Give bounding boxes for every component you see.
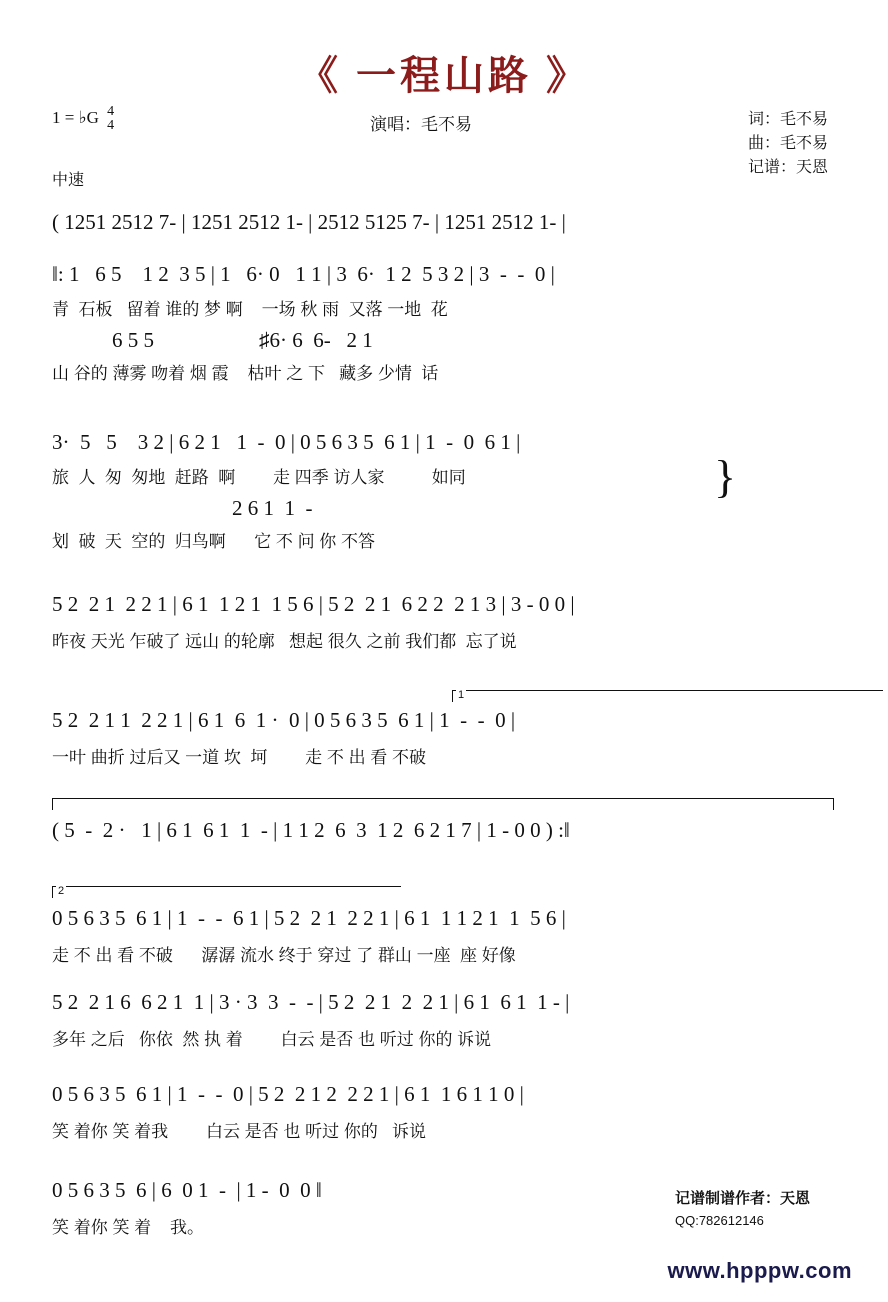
footer-credit-author: 记谱制谱作者：天恩 bbox=[674, 1190, 810, 1207]
second-ending-bracket bbox=[52, 886, 401, 898]
system-1-notes-alt: 6 5 5 ♯6· 6 6- 2 1 bbox=[112, 328, 373, 352]
system-7-lyrics: 多年 之后 你依 然 执 着 白云 是否 也 听过 你的 诉说 bbox=[52, 1030, 492, 1049]
second-ending-number: 2 bbox=[58, 885, 65, 897]
credit-transcriber: 记谱：天恩 bbox=[747, 159, 828, 176]
brace-symbol: } bbox=[714, 451, 737, 502]
credit-lyricist: 词：毛不易 bbox=[747, 111, 828, 128]
system-1-lyrics-alt: 山 谷的 薄雾 吻着 烟 霞 枯叶 之 下 藏多 少情 话 bbox=[52, 364, 439, 383]
time-signature-denominator: 4 bbox=[107, 118, 115, 133]
system-5 bbox=[52, 798, 842, 843]
system-4-lyrics: 一叶 曲折 过后又 一道 坎 坷 走 不 出 看 不破 bbox=[52, 748, 427, 767]
system-8-notes: 0 5 6 3 5 6 1 | 1 - - 0 | 5 2 2 1 2 2 2 1 | 6 1 1 6 1 1 0 | bbox=[52, 1082, 524, 1106]
system-6-lyrics: 走 不 出 看 不破 潺潺 流水 终于 穿过 了 群山 一座 座 好像 bbox=[52, 946, 516, 965]
system-8-lyrics: 笑 着你 笑 着我 白云 是否 也 听过 你的 诉说 bbox=[52, 1122, 427, 1141]
system-5-notes: ( 5 - 2 · 1 | 6 1 6 1 1 - | 1 1 2 6 3 1 2 6 2 1 7 | 1 - 0 0 ) :‖ bbox=[52, 818, 570, 842]
system-1 bbox=[52, 262, 842, 384]
key-signature-text: 1 = ♭G bbox=[52, 107, 99, 127]
system-2-lyrics: 旅 人 匆 匆地 赶路 啊 走 四季 访人家 如同 bbox=[52, 468, 466, 487]
time-signature-numerator: 4 bbox=[107, 104, 115, 119]
key-signature bbox=[52, 105, 114, 133]
site-watermark: www.hpppw.com bbox=[667, 1258, 852, 1283]
system-2 bbox=[52, 430, 842, 552]
system-4-notes: 5 2 2 1 1 2 2 1 | 6 1 6 1 · 0 | 0 5 6 3 5 6 1 | 1 - - 0 | bbox=[52, 708, 516, 732]
intro-notes: ( 1251 2512 7- | 1251 2512 1- | 2512 5125 7- | 1251 2512 1- | bbox=[52, 210, 566, 234]
time-signature bbox=[107, 105, 114, 133]
system-1-notes: ‖: 1 6 5 1 2 3 5 | 1 6· 0 1 1 | 3 6· 1 2 5 3 2 | 3 - - 0 | bbox=[52, 262, 555, 286]
system-7-notes: 5 2 2 1 6 6 2 1 1 | 3 · 3 3 - - | 5 2 2 1 2 2 1 | 6 1 6 1 1 - | bbox=[52, 990, 570, 1014]
system-3 bbox=[52, 592, 842, 652]
system-intro bbox=[52, 210, 842, 235]
performer-credit: 演唱：毛不易 bbox=[370, 115, 472, 134]
first-ending-bracket bbox=[452, 690, 883, 702]
system-2-lyrics-alt: 划 破 天 空的 归鸟啊 它 不 问 你 不答 bbox=[52, 532, 376, 551]
system-8 bbox=[52, 1082, 842, 1142]
system-3-lyrics: 昨夜 天光 乍破了 远山 的轮廓 想起 很久 之前 我们都 忘了说 bbox=[52, 632, 517, 651]
system-6-notes: 0 5 6 3 5 6 1 | 1 - - 6 1 | 5 2 2 1 2 2 1 | 6 1 1 1 2 1 1 5 6 | bbox=[52, 906, 566, 930]
system-7 bbox=[52, 990, 842, 1050]
system-6 bbox=[52, 886, 842, 966]
system-9-notes: 0 5 6 3 5 6 | 6 0 1 - | 1 - 0 0 ‖ bbox=[52, 1178, 322, 1202]
footer-credit-qq: QQ:782612146 bbox=[674, 1212, 764, 1228]
system-2-notes-alt: 2 6 1 1 - bbox=[232, 496, 313, 520]
first-ending-number: 1 bbox=[458, 689, 465, 701]
system-3-notes: 5 2 2 1 2 2 1 | 6 1 1 2 1 1 5 6 | 5 2 2 1 6 2 2 2 1 3 | 3 - 0 0 | bbox=[52, 592, 575, 616]
system-2-notes: 3· 5 5 3 2 | 6 2 1 1 - 0 | 0 5 6 3 5 6 1 | 1 - 0 6 1 | bbox=[52, 430, 521, 454]
credits-block bbox=[748, 108, 828, 180]
tempo-marking: 中速 bbox=[52, 172, 85, 189]
system-9-lyrics: 笑 着你 笑 着 我。 bbox=[52, 1218, 205, 1237]
page-title: 《 一程山路 》 bbox=[298, 53, 590, 98]
credit-composer: 曲：毛不易 bbox=[747, 135, 828, 152]
footer-credit-block bbox=[675, 1188, 810, 1230]
system-4 bbox=[52, 690, 842, 768]
repeat-span-bracket bbox=[52, 798, 834, 810]
system-1-lyrics: 青 石板 留着 谁的 梦 啊 一场 秋 雨 又落 一地 花 bbox=[52, 300, 448, 319]
